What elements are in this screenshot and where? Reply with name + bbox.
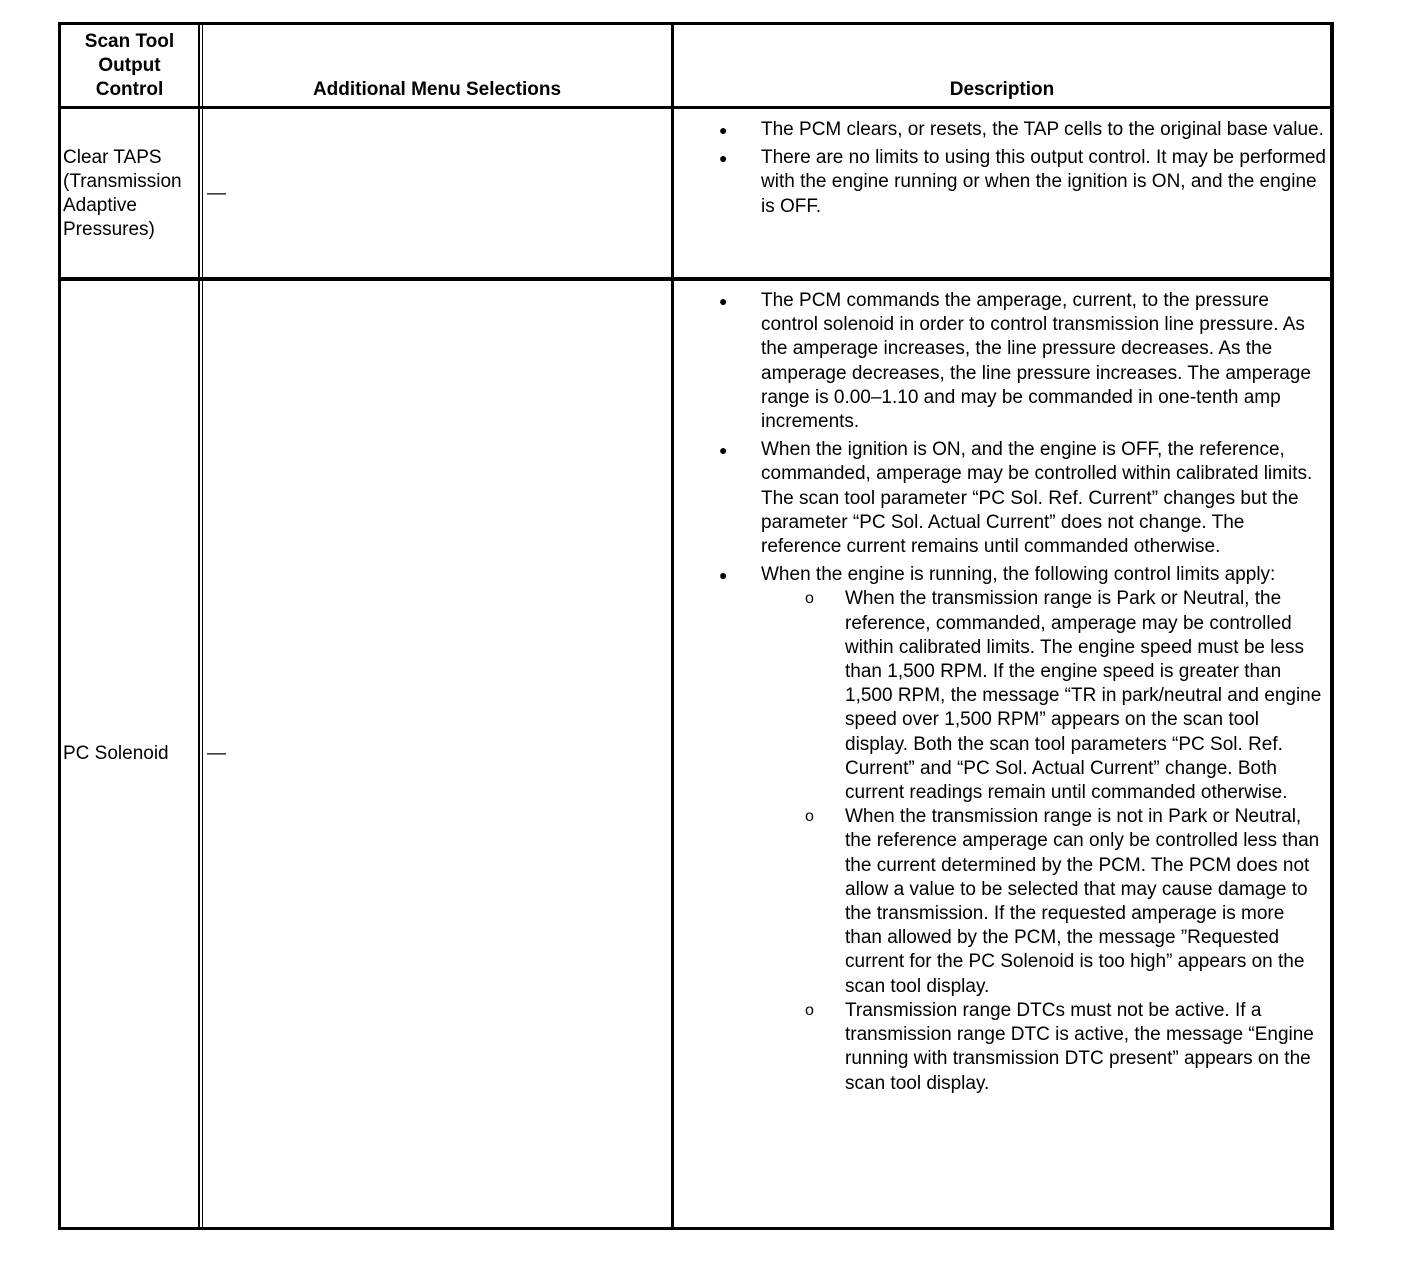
header-description: Description <box>949 79 1055 100</box>
table-border-right <box>1330 22 1334 1230</box>
sub-list-item <box>805 587 1325 805</box>
table-border-bottom <box>58 1227 1334 1230</box>
sub-bullet-text: Transmission range DTCs must not be active. If a transmission range DTC is active, the message “Engine running with transmission DTC present” appears on the scan tool display. <box>845 999 1314 1094</box>
sub-bullet-text: When the transmission range is Park or Neutral, the reference, commanded, amperage may be controlled within calibrated limits. The engine speed must be less than 1,500 RPM. If the engine speed is greater than 1,500 RPM, the message “TR in park/neutral and engine speed over 1,500 RPM” appears on the scan tool display. Both the scan tool parameters “PC Sol. Ref. Current” and “PC Sol. Actual Current” change. Both current readings remain until commanded otherwise. <box>845 588 1322 804</box>
table-border-top <box>58 22 1334 25</box>
list-item <box>719 289 1329 434</box>
header-additional-menu-selections: Additional Menu Selections <box>312 79 562 100</box>
col-divider-1b <box>202 22 203 1230</box>
sub-list <box>805 587 1325 1095</box>
circle-bullet-icon: o <box>805 808 814 826</box>
row-divider-1 <box>58 277 1334 281</box>
circle-bullet-icon: o <box>805 1001 814 1019</box>
row-2-description <box>719 289 1329 1096</box>
bullet-text: When the ignition is ON, and the engine is OFF, the reference, commanded, amperage may be controlled within calibrated limits. The scan tool parameter “PC Sol. Ref. Current” changes but the parameter “PC Sol. Actual Current” does not change. The reference current remains until commanded otherwise. <box>761 439 1313 558</box>
bullet-icon: ● <box>719 122 728 138</box>
bullet-icon: ● <box>719 150 728 167</box>
sub-list-item <box>805 805 1325 999</box>
row-divider-header <box>58 106 1334 109</box>
sub-list-item <box>805 999 1325 1096</box>
control-line: Adaptive <box>63 195 137 216</box>
list-item <box>719 438 1329 559</box>
row-2-control <box>63 742 199 766</box>
header-scan-tool-output-control <box>61 30 198 102</box>
list-item <box>719 146 1329 219</box>
list-item <box>719 563 1329 1095</box>
bullet-icon: ● <box>719 293 728 309</box>
row-1-control <box>63 146 199 242</box>
bullet-icon: ● <box>719 442 728 459</box>
list-item <box>719 118 1329 142</box>
control-line: (Transmission <box>63 171 182 192</box>
header-col1-line: Control <box>95 79 164 100</box>
row-2-menu: — <box>207 743 226 764</box>
bullet-icon: ● <box>719 567 728 584</box>
control-line: Pressures) <box>63 219 155 240</box>
col-divider-2a <box>671 22 674 1230</box>
sub-bullet-text: When the transmission range is not in Park or Neutral, the reference amperage can only be controlled less than the current determined by the PCM. The PCM does not allow a value to be selected that may cause damage to the transmission. If the requested amperage is more than allowed by the PCM, the message ”Requested current for the PC Solenoid is too high” appears on the scan tool display. <box>845 806 1320 997</box>
row-1-menu: — <box>207 183 226 204</box>
circle-bullet-icon: o <box>805 590 814 608</box>
bullet-text: There are no limits to using this output control. It may be performed with the engine running or when the ignition is ON, and the engine is OFF. <box>761 147 1326 217</box>
row-1-description <box>719 118 1329 219</box>
bullet-text: When the engine is running, the following control limits apply: <box>761 564 1276 586</box>
control-line: PC Solenoid <box>63 743 169 764</box>
header-col1-line: Output <box>98 55 161 76</box>
bullet-text: The PCM clears, or resets, the TAP cells to the original base value. <box>761 119 1324 140</box>
header-col1-line: Scan Tool <box>84 31 175 52</box>
bullet-text: The PCM commands the amperage, current, to the pressure control solenoid in order to control transmission line pressure. As the amperage increases, the line pressure decreases. As the amperage decreases, the line pressure increases. The amperage range is 0.00–1.10 and may be commanded in one-tenth amp increments. <box>761 290 1311 433</box>
table-border-left <box>58 22 61 1230</box>
control-line: Clear TAPS <box>63 147 162 168</box>
